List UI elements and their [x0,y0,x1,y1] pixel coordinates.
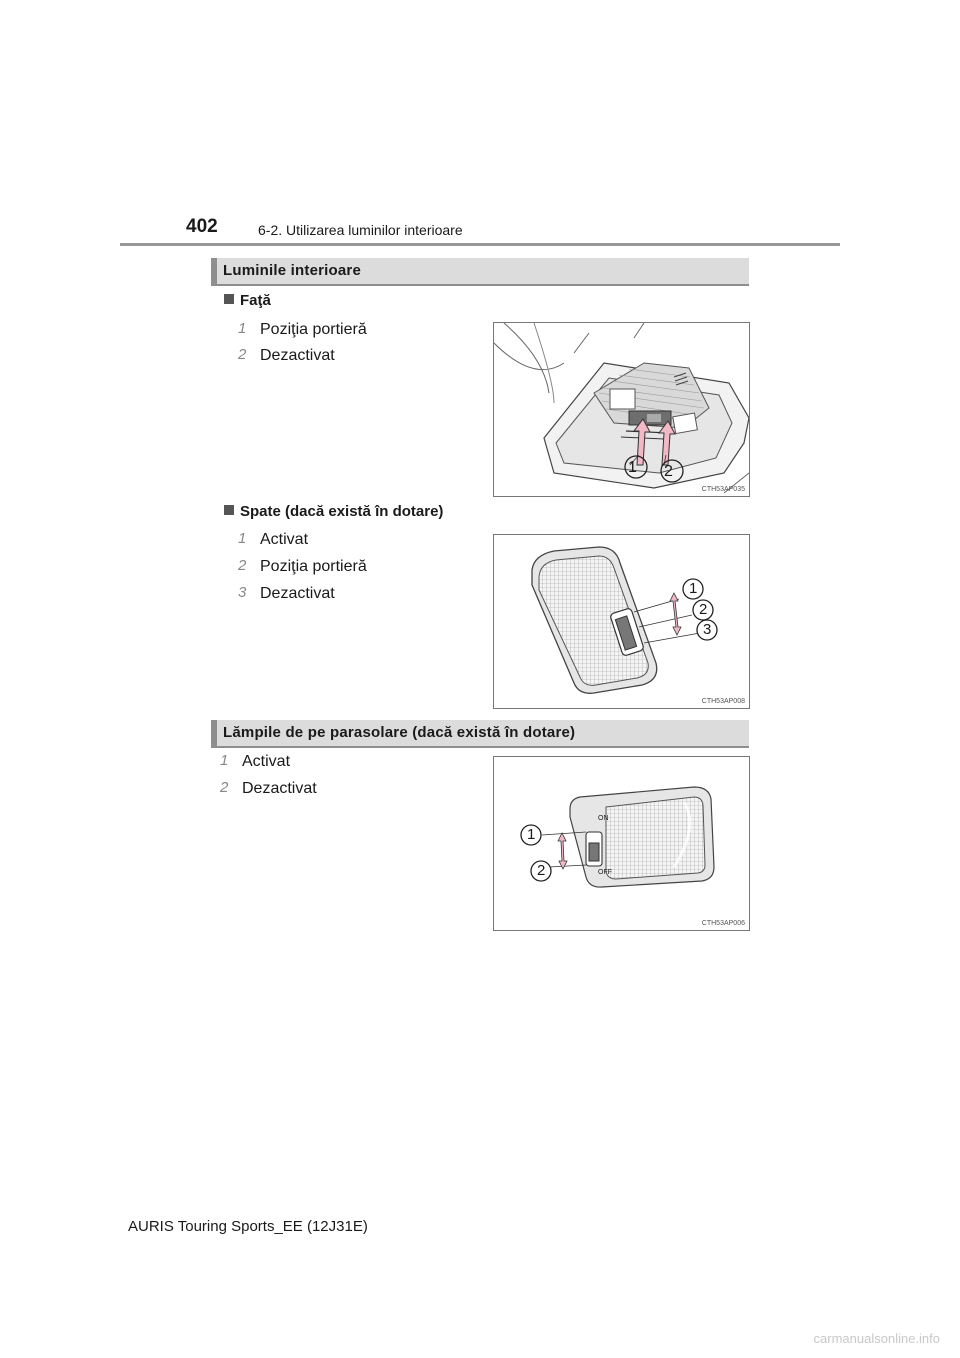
item-number: 1 [238,320,247,337]
page-number: 402 [186,216,218,237]
figure-rear-light [493,534,750,709]
callout-1: 1 [689,580,698,597]
callout-2: 2 [537,862,546,879]
figure-code: CTH53AP006 [701,920,745,927]
item-label: Activat [242,753,291,770]
callout-2: 2 [664,463,673,480]
figure-vanity-light [493,756,750,931]
heading-text: Lămpile de pe parasolare (dacă există în dotare) [223,724,576,741]
square-bullet-icon [224,294,234,304]
switch-on-label: ON [598,815,609,822]
callout-1: 1 [527,826,536,843]
subheading-front [224,292,271,309]
item-number: 2 [220,779,229,796]
watermark: carmanualsonline.info [813,1331,940,1346]
header-rule [120,243,840,246]
item-label: Dezactivat [260,585,335,602]
item-label: Dezactivat [242,780,317,797]
item-label: Poziţia portieră [260,321,367,338]
square-bullet-icon [224,505,234,515]
figure-code: CTH53AP008 [701,698,745,705]
item-number: 3 [238,584,247,601]
subheading-front-label: Faţă [240,292,271,309]
item-label: Activat [260,531,309,548]
item-number: 2 [238,346,247,363]
item-number: 1 [220,752,229,769]
callout-2: 2 [699,601,708,618]
footer-model: AURIS Touring Sports_EE (12J31E) [128,1218,368,1235]
callout-circles [622,453,692,489]
callout-1: 1 [628,459,637,476]
subheading-rear [224,503,443,520]
item-label: Dezactivat [260,347,335,364]
item-number: 1 [238,530,247,547]
section-heading-interior-lights [211,258,749,286]
callout-3: 3 [703,621,712,638]
section-title: 6-2. Utilizarea luminilor interioare [258,222,463,238]
figure-front-light [493,322,750,497]
section-heading-vanity-lights [211,720,749,748]
figure-code: CTH53AP035 [701,486,745,493]
switch-off-label: OFF [598,869,612,876]
item-number: 2 [238,557,247,574]
heading-accent-bar [211,258,217,286]
vanity-light-illustration [494,757,749,930]
heading-accent-bar [211,720,217,748]
subheading-rear-label: Spate (dacă există în dotare) [240,503,444,520]
heading-text: Luminile interioare [223,262,361,279]
item-label: Poziţia portieră [260,558,367,575]
